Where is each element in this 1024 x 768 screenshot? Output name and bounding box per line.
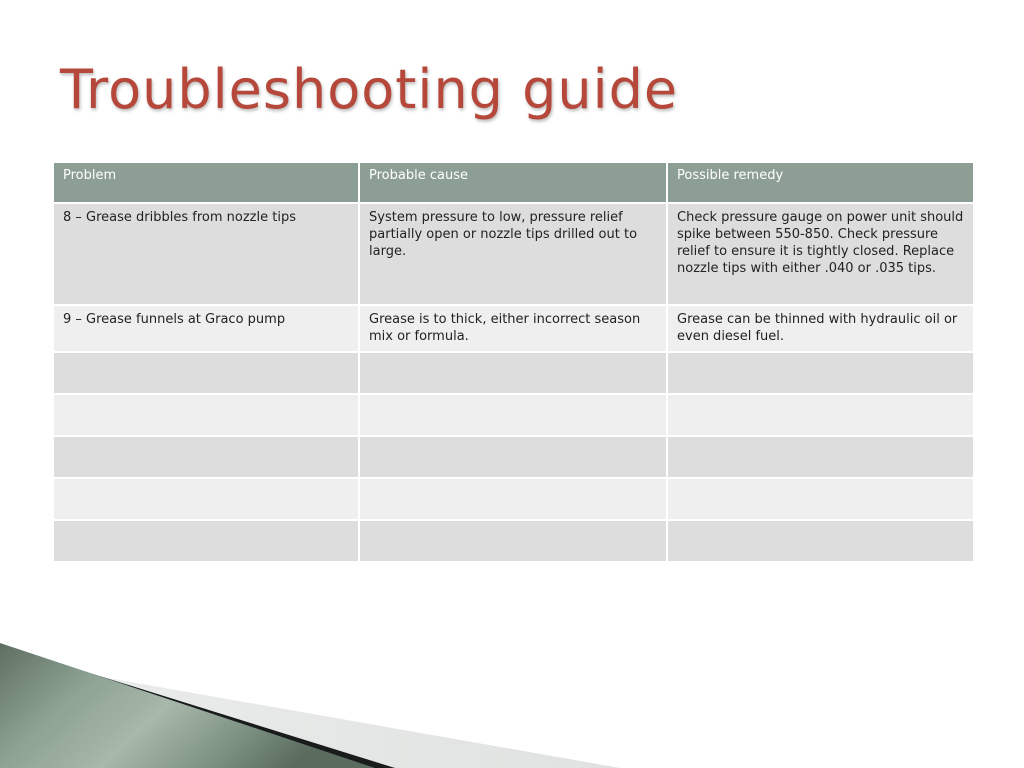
cause-cell: System pressure to low, pressure relief partially open or nozzle tips drilled out to large. — [359, 203, 667, 305]
table-row — [53, 352, 974, 394]
table-row — [53, 394, 974, 436]
problem-cell — [53, 520, 359, 562]
cause-cell — [359, 478, 667, 520]
problem-cell: 8 – Grease dribbles from nozzle tips — [53, 203, 359, 305]
remedy-cell — [667, 352, 974, 394]
slide-title: Troubleshooting guide — [60, 58, 679, 121]
header-possible-remedy: Possible remedy — [667, 162, 974, 203]
problem-cell — [53, 478, 359, 520]
corner-decoration — [0, 643, 620, 768]
table-row — [53, 203, 974, 305]
remedy-cell: Grease can be thinned with hydraulic oil or even diesel fuel. — [667, 305, 974, 352]
header-probable-cause: Probable cause — [359, 162, 667, 203]
remedy-cell — [667, 436, 974, 478]
table-header-row — [53, 162, 974, 203]
remedy-cell — [667, 520, 974, 562]
problem-cell: 9 – Grease funnels at Graco pump — [53, 305, 359, 352]
cause-cell — [359, 352, 667, 394]
problem-cell — [53, 352, 359, 394]
cause-cell — [359, 394, 667, 436]
problem-cell — [53, 394, 359, 436]
table-row — [53, 436, 974, 478]
table-row — [53, 520, 974, 562]
remedy-cell — [667, 394, 974, 436]
remedy-cell: Check pressure gauge on power unit should spike between 550-850. Check pressure relief to ensure it is tightly closed. Replace nozzle tips with either .040 or .035 tips. — [667, 203, 974, 305]
table-row — [53, 478, 974, 520]
cause-cell: Grease is to thick, either incorrect season mix or formula. — [359, 305, 667, 352]
troubleshooting-table — [52, 161, 975, 563]
table-row — [53, 305, 974, 352]
cause-cell — [359, 520, 667, 562]
problem-cell — [53, 436, 359, 478]
green-band-shape — [0, 643, 375, 768]
remedy-cell — [667, 478, 974, 520]
cause-cell — [359, 436, 667, 478]
header-problem: Problem — [53, 162, 359, 203]
